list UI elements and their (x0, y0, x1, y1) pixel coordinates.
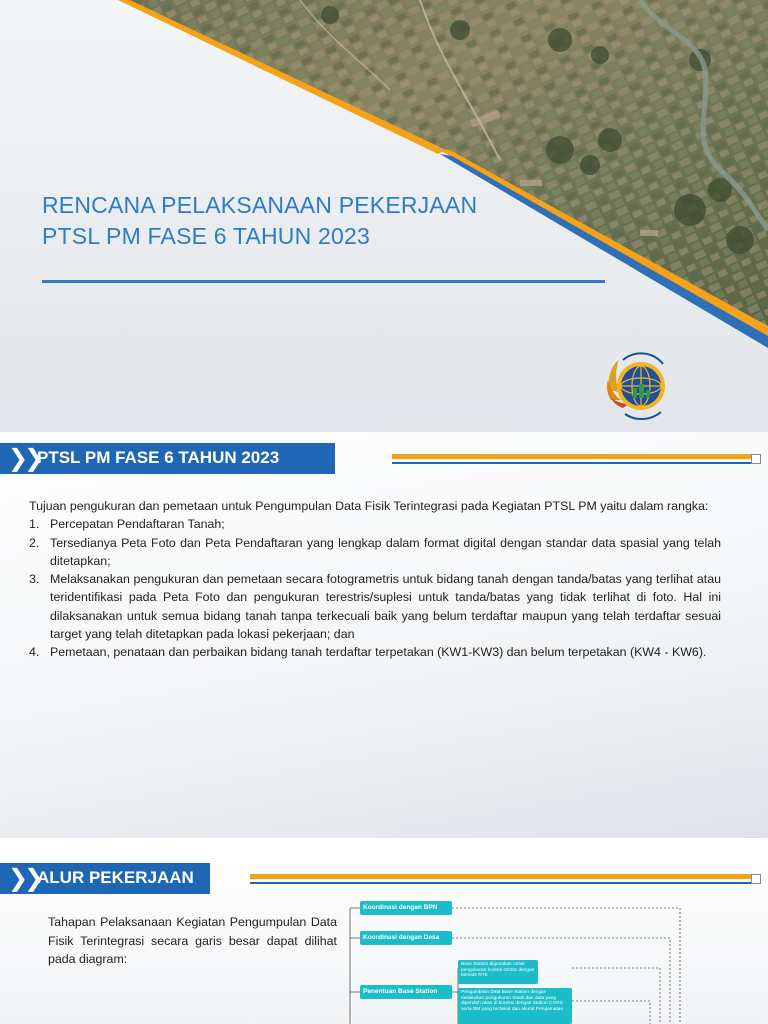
list-item: 2. Tersedianya Peta Foto dan Peta Pendaftaran yang lengkap dalam format digital dengan standar data spasial yang telah ditetapkan; (29, 535, 721, 568)
title-line-1: RENCANA PELAKSANAAN PEKERJAAN (42, 192, 478, 218)
section-header-title: PTSL PM FASE 6 TAHUN 2023 (37, 448, 280, 467)
double-chevron-icon: ❯❯ (8, 864, 41, 892)
objectives-list (29, 515, 721, 661)
double-chevron-icon: ❯❯ (8, 444, 41, 472)
header-accent-line-blue (392, 462, 752, 464)
flow-note-static-measurement: Pengambilan Data Base Station dengan melakukan pengukuran Statik dan data yang diperoleh akan di koreksi dengan Station CORS serta BM yang terdekat dan akurat Pengamatan (458, 988, 572, 1024)
atr-bpn-logo-icon (603, 350, 673, 420)
section-header-title: ALUR PEKERJAAN (37, 868, 194, 887)
flow-box-koordinasi-desa: Koordinasi dengan Desa (360, 931, 452, 945)
list-item: 1. Percepatan Pendaftaran Tanah; (29, 517, 225, 532)
list-item: 3. Melaksanakan pengukuran dan pemetaan secara fotogrametris untuk bidang tanah dengan tanda/batas yang terlihat atau teridentifikasi pada Peta Foto dan pengukuran terestris/suplesi untuk tanda/batas yang tidak terlihat di foto. Hal ini dilaksanakan untuk semua bidang tanah tanpa terkecuali baik yang belum terdaftar maupun yang telah terdaftar sesuai target yang telah ditetapkan pada lokasi pekerjaan; dan (29, 572, 721, 642)
objectives-text (29, 497, 721, 662)
objectives-intro: Tujuan pengukuran dan pemetaan untuk Pengumpulan Data Fisik Terintegrasi pada Kegiatan PTSL PM yaitu dalam rangka: (29, 499, 709, 513)
page-title (42, 190, 477, 252)
section-header (0, 443, 335, 474)
title-underline (42, 280, 605, 283)
objectives-slide (0, 432, 768, 838)
list-item: 4. Pemetaan, penataan dan perbaikan bidang tanah terdaftar terpetakan (KW1-KW3) dan belum terpetakan (KW4 - KW6). (29, 645, 707, 660)
title-slide (0, 0, 768, 432)
title-line-2: PTSL PM FASE 6 TAHUN 2023 (42, 223, 370, 249)
flow-note-base-station: Base Station digunakan untuk pengukuran kontrol GNSS dengan Metode RTK (458, 960, 538, 984)
flow-box-koordinasi-bpn: Koordinasi dengan BPN (360, 901, 452, 915)
header-accent-square (751, 454, 761, 464)
flow-box-base-station: Penentuan Base Station (360, 985, 452, 999)
workflow-intro: Tahapan Pelaksanaan Kegiatan Pengumpulan Data Fisik Terintegrasi secara garis besar dapat dilihat pada diagram: (48, 915, 337, 966)
header-accent-line (392, 454, 752, 459)
workflow-slide (0, 856, 768, 1024)
